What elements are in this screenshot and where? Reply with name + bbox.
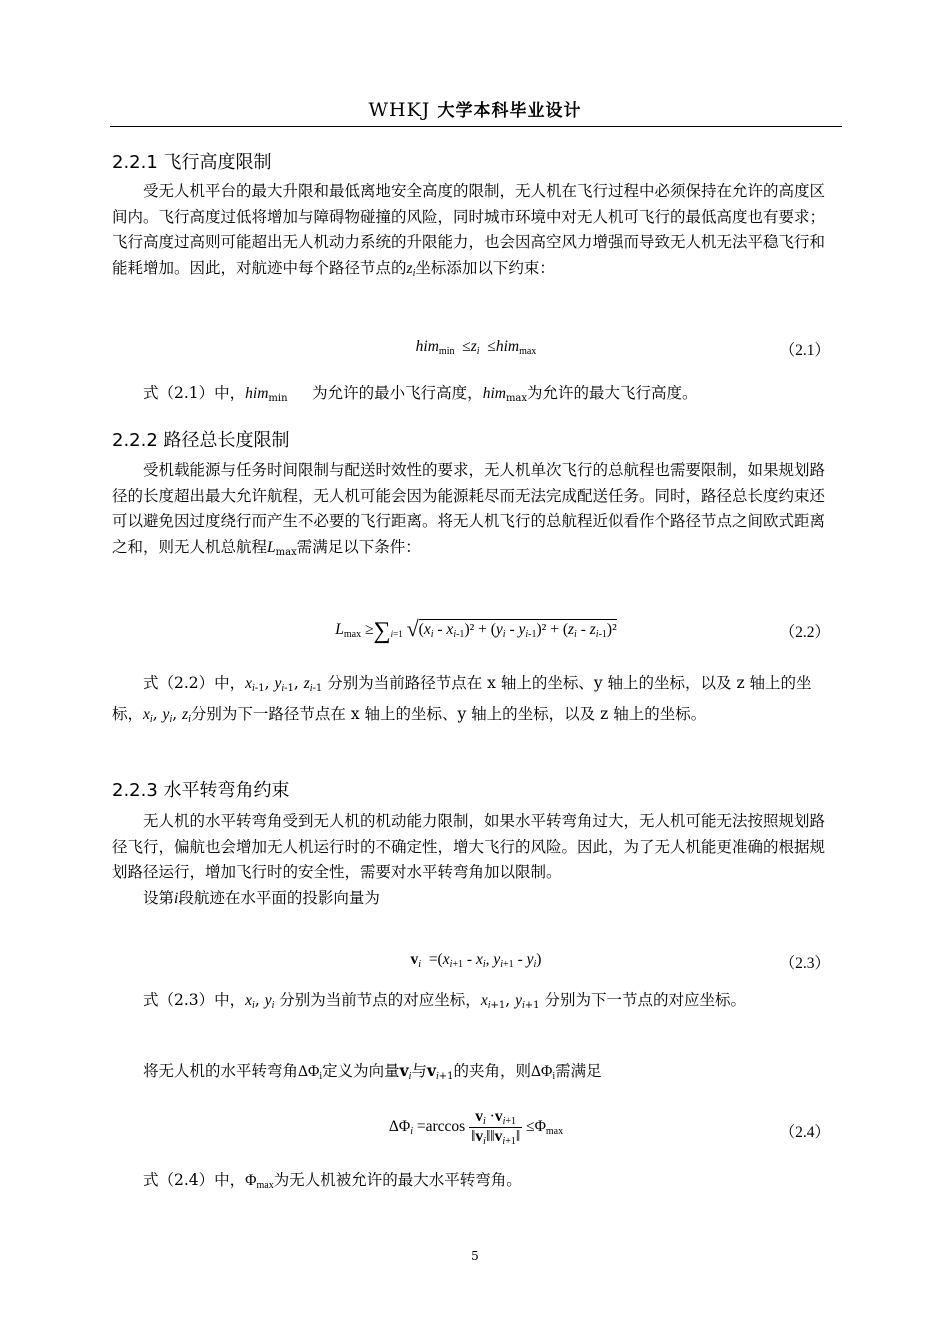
section-heading-3: 2.2.3 水平转弯角约束 xyxy=(112,780,290,801)
equation-body: $v_i =(x_{i+1} - x_i$, $y_{i+1} - y_i$) xyxy=(410,951,542,970)
paragraph-text: 坐标添加以下约束： xyxy=(415,258,555,277)
equation-number: （2.4） xyxy=(779,1124,830,1141)
header-rule xyxy=(110,126,842,127)
paragraph-text: 需满足以下条件： xyxy=(296,537,421,556)
math-zi: $z_i$ xyxy=(406,259,416,279)
paragraph-text: 将无人机的水平转弯角 xyxy=(143,1062,299,1080)
equation-2-3 xyxy=(112,949,840,979)
paragraph-text: 的夹角，则 xyxy=(453,1062,531,1080)
paragraph-text: 分别为下一节点的对应坐标。 xyxy=(544,991,746,1009)
paragraph-text: 段航迹在水平面的投影向量为 xyxy=(178,888,380,907)
paragraph-text: 分别为下一路径节点在 x 轴上的坐标、y 轴上的坐标，以及 z 轴上的坐标。 xyxy=(190,704,707,723)
paragraph-text: 分别为当前节点的对应坐标， xyxy=(279,991,481,1009)
paragraph-text: 式（2.1）中， xyxy=(143,384,246,402)
paragraph-text: 为允许的最小飞行高度， xyxy=(312,384,483,402)
paragraph-text: 式（2.2）中， xyxy=(143,674,246,692)
paragraph-length: 受机载能源与任务时间限制与配送时效性的要求，无人机单次飞行的总航程也需要限制，如果规划路径的长度超出最大允许航程，无人机可能会因为能源耗尽而无法完成配送任务。同时，路径总长度约束还可以避免因过度绕行而产生不必要的飞行距离。将无人机飞行的总航程近似看作个路径节点之间欧式距离之和，则无人机总航程$L_{max}$需满足以下条件： xyxy=(112,461,826,558)
paragraph-text: 为允许的最大飞行高度。 xyxy=(527,384,698,402)
paragraph-altitude xyxy=(112,179,840,286)
paragraph-eq2-explain: 式（2.2）中，$x_{i-1}$, $y_{i-1}$, $z_{i-1}$ 分别为当前路径节点在 x 轴上的坐标、y 轴上的坐标，以及 z 轴上的坐标，$x_i$, $y_i$, $z_i$分别为下一路径节点在 x 轴上的坐标、y 轴上的坐标，以及 z 轴上的坐标。 xyxy=(112,674,812,725)
paragraph-text: 设第 xyxy=(143,888,175,907)
equation-fraction: $\frac{v_i \cdot v_{i+1}}{‖v_i‖‖v_{i+1}‖}$ xyxy=(471,1108,521,1147)
equation-2-4 xyxy=(112,1108,840,1158)
paragraph-text: 定义为向量 xyxy=(322,1062,400,1080)
equation-2-2 xyxy=(112,612,840,662)
header-latin: WHKJ xyxy=(368,99,431,121)
paragraph-eq4-explain: 式（2.4）中，$\Phi_{max}$为无人机被允许的最大水平转弯角。 xyxy=(143,1171,522,1191)
equation-number: （2.2） xyxy=(779,624,830,641)
equation-body: $L_{max} \ge\sum_{i=1}$ $√(x_i - x_{i-1})^2 + (y_i - y_{i-1})^2 + (z_i - z_{i-1})^2$ xyxy=(335,616,617,644)
paragraph-text: 与 xyxy=(411,1062,427,1080)
header-cn: 大学本科毕业设计 xyxy=(437,101,582,121)
equation-body: $\Delta\Phi_i =\arccos$ $\frac{v_i \cdot v_{i+1}}{‖v_i‖‖v_{i+1}‖}$ $\le\Phi_{max}$ xyxy=(388,1108,564,1147)
paragraph-text: 需满足 xyxy=(555,1062,602,1080)
equation-number: （2.1） xyxy=(779,342,830,359)
equation-number: （2.3） xyxy=(779,955,830,972)
equation-2-1 xyxy=(112,336,840,366)
paragraph-eq1-explain: 式（2.1）中，him$_{min}$ 为允许的最小飞行高度，him$_{max}$为允许的最大飞行高度。 xyxy=(143,384,698,404)
paragraph-text: 受机载能源与任务时间限制与配送时效性的要求，无人机单次飞行的总航程也需要限制，如果规划路径的长度超出最大允许航程，无人机可能会因为能源耗尽而无法完成配送任务。同时，路径总长度约束还可以避免因过度绕行而产生不必要的飞行距离。将无人机飞行的总航程近似看作个路径节点之间欧式距离之和，则无人机总航程 xyxy=(112,461,826,556)
paragraph-turn-angle: 无人机的水平转弯角受到无人机的机动能力限制，如果水平转弯角过大，无人机可能无法按照规划路径飞行，偏航也会增加无人机运行时的不确定性，增大飞行的风险。因此，为了无人机能更准确的根据规划路径运行，增加飞行时的安全性，需要对水平转弯角加以限制。 设第i段航迹在水平面的投影向量为 xyxy=(112,809,840,911)
section-heading-1: 2.2.1 飞行高度限制 xyxy=(112,152,272,173)
page-number: 5 xyxy=(471,1249,479,1263)
paragraph-text: 式（2.3）中， xyxy=(143,991,246,1009)
paragraph-text: 分别为当前路径节点在 x 轴上的坐标、y 轴上的坐标，以及 z 轴上的坐标， xyxy=(112,674,812,723)
section-heading-2: 2.2.2 路径总长度限制 xyxy=(112,430,290,451)
paragraph-text: 受无人机平台的最大升限和最低离地安全高度的限制，无人机在飞行过程中必须保持在允许的高度区间内。飞行高度过低将增加与障碍物碰撞的风险，同时城市环境中对无人机可飞行的最低高度也有要求；飞行高度过高则可能超出无人机动力系统的升限能力，也会因高空风力增强而导致无人机无法平稳飞行和能耗增加。因此，对航迹中每个路径节点的 xyxy=(112,182,826,277)
paragraph-text: 式（2.4）中， xyxy=(143,1171,246,1189)
page-header xyxy=(110,96,840,121)
paragraph-eq3-explain: 式（2.3）中，$x_i$, $y_i$ 分别为当前节点的对应坐标，$x_{i+1}$, $y_{i+1}$ 分别为下一节点的对应坐标。 xyxy=(143,991,746,1011)
paragraph-text: 为无人机被允许的最大水平转弯角。 xyxy=(273,1171,522,1189)
paragraph-eq4-intro: 将无人机的水平转弯角$\Delta\Phi_i$定义为向量$v_i$与$v_{i+1}$的夹角，则$\Delta\Phi_i$需满足 xyxy=(143,1061,602,1082)
paragraph-text: 无人机的水平转弯角受到无人机的机动能力限制，如果水平转弯角过大，无人机可能无法按照规划路径飞行，偏航也会增加无人机运行时的不确定性，增大飞行的风险。因此，为了无人机能更准确的根据规划路径运行，增加飞行时的安全性，需要对水平转弯角加以限制。 xyxy=(112,812,826,881)
equation-body: $him_{min} \le z_i \le him_{max}$ xyxy=(415,338,537,357)
